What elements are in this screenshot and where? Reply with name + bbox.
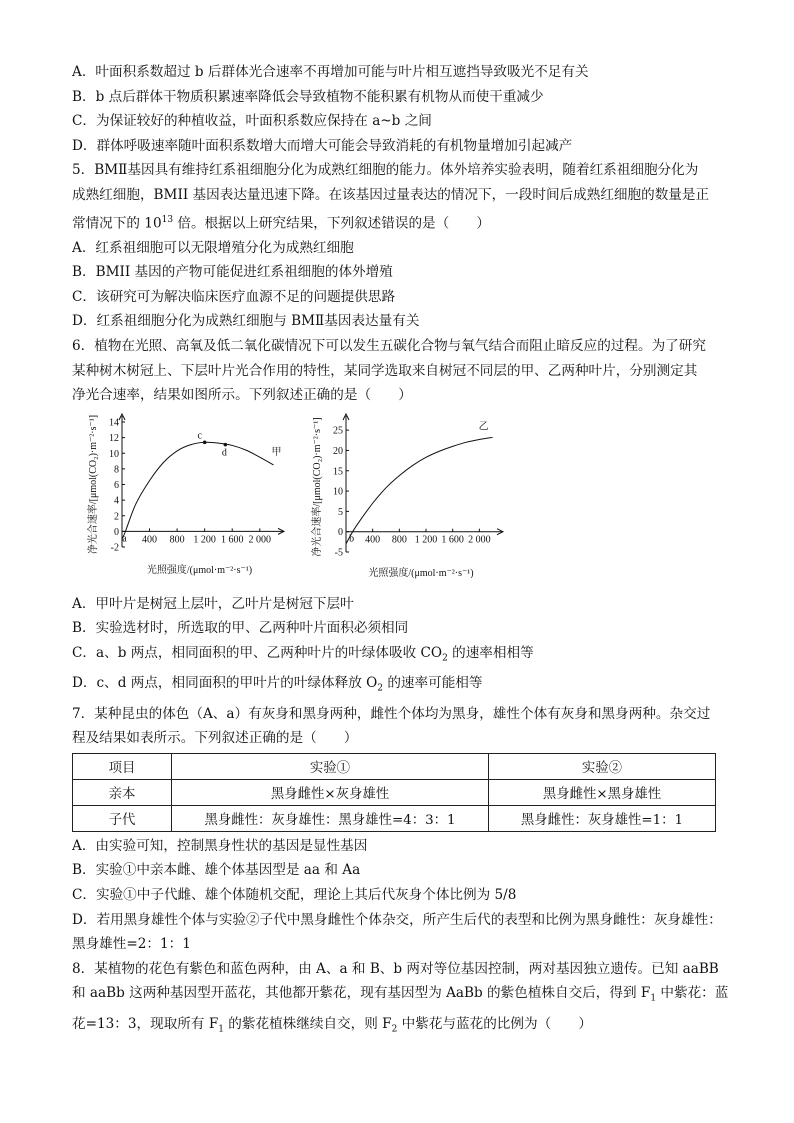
q6-option-a: A．甲叶片是树冠上层叶，乙叶片是树冠下层叶: [72, 595, 354, 612]
y-tick-label: 5: [338, 506, 343, 518]
q7-table: [72, 753, 716, 832]
q8-s3-post: 中紫花与蓝花的比例为（ ）: [397, 1015, 592, 1032]
q8-stem-line-1: 8．某植物的花色有紫色和蓝色两种，由 A、a 和 B、b 两对等位基因控制，两对基因独立遗传。已知 aaBB: [72, 960, 719, 977]
q7-option-b: B．实验①中亲本雌、雄个体基因型是 aa 和 Aa: [72, 862, 361, 879]
q5-option-b: B．BMII 基因的产物可能促进红系祖细胞的体外增殖: [72, 264, 393, 281]
q5-stem-3b: 倍。根据以上研究结果，下列叙述错误的是（ ）: [173, 215, 491, 232]
x-tick-label: 800: [169, 534, 185, 546]
x-tick-label: 1 200: [414, 534, 438, 546]
q5-option-a: A．红系祖细胞可以无限增殖分化为成熟红细胞: [72, 239, 354, 256]
table-cell: 黑身雌性×黑身雄性: [489, 779, 716, 805]
x-tick-label: 400: [142, 534, 158, 546]
q6-c-sub: 2: [442, 653, 448, 664]
table-cell: 黑身雌性：灰身雄性：黑身雄性=4：3：1: [172, 805, 489, 831]
chart-yi-svg: [312, 414, 512, 584]
chart-jia-svg: [90, 414, 290, 584]
y-tick-label: -5: [334, 547, 343, 559]
y-tick-label: 10: [109, 448, 119, 460]
q6-figure: [72, 414, 724, 584]
table-cell: 子代: [73, 805, 172, 831]
table-cell: 黑身雌性×灰身雄性: [172, 779, 489, 805]
q6-stem-line-3: 净光合速率，结果如图所示。下列叙述正确的是（ ）: [72, 387, 412, 404]
q8-s2-pre: 和 aaBb 这两种基因型开蓝花，其他都开紫花，现有基因型为 AaBb 的紫色植株自交后，得到 F: [72, 985, 651, 1002]
q6-d-pre: D．c、d 两点，相同面积的甲叶片的叶绿体释放 O: [72, 675, 378, 692]
y-axis-title: 净光合速率/[μmol(CO₂)·m⁻²·s⁻¹]: [88, 414, 99, 554]
x-tick-label: 1 600: [220, 534, 244, 546]
point-d: [224, 443, 228, 447]
q6-stem-line-1: 6．植物在光照、高氧及低二氧化碳情况下可以发生五碳化合物与氧气结合而阻止暗反应的过程。为了研究: [72, 338, 706, 355]
point-label-c: c: [197, 430, 202, 442]
y-tick-label: 20: [333, 445, 343, 457]
y-tick-label: 10: [333, 486, 343, 498]
q5-exponent: 13: [161, 214, 174, 225]
q4-option-d: D．群体呼吸速率随叶面积系数增大而增大可能会导致消耗的有机物量增加引起减产: [72, 137, 573, 154]
y-tick-label: 2: [114, 511, 119, 523]
x-tick-label: 1 600: [441, 534, 464, 546]
table-row: [73, 805, 716, 831]
q8-s2-sub: 1: [650, 994, 657, 1005]
point-label-d: d: [221, 447, 227, 459]
q8-stem-line-3: [72, 1012, 724, 1042]
q4-option-b: B．b 点后群体干物质积累速率降低会导致植物不能积累有机物从而使干重减少: [72, 88, 544, 105]
q8-s3-sub2: 2: [391, 1024, 398, 1035]
table-header-cell: 项目: [73, 753, 172, 779]
q7-stem-line-2: 程及结果如表所示。下列叙述正确的是（ ）: [72, 730, 358, 747]
q7-stem-line-1: 7．某种昆虫的体色（A、a）有灰身和黑身两种，雌性个体均为黑身，雄性个体有灰身和黑身两种。杂交过: [72, 705, 711, 722]
point-label-a: a: [122, 533, 127, 545]
series-line-jia: [122, 442, 274, 539]
q6-option-d: [72, 671, 724, 701]
q5-stem-line-2: 成熟红细胞，BMII 基因表达量迅速下降。在该基因过量表达的情况下，一段时间后成熟红细胞的数量是正: [72, 186, 710, 203]
y-tick-label: -2: [110, 542, 119, 554]
y-tick-label: 14: [109, 417, 119, 429]
x-axis-title: 光照强度/(μmol·m⁻²·s⁻¹): [146, 564, 253, 576]
q4-option-a: A．叶面积系数超过 b 后群体光合速率不再增加可能与叶片相互遮挡导致吸光不足有关: [72, 64, 589, 80]
q4-option-c: C．为保证较好的种植收益，叶面积系数应保持在 a~b 之间: [72, 113, 432, 130]
x-tick-label: 2 000: [468, 534, 491, 546]
q8-s3-pre: 花=13：3，现取所有 F: [72, 1015, 219, 1032]
chart-yi: [312, 414, 512, 588]
y-tick-label: 12: [109, 432, 119, 444]
series-label: 甲: [271, 446, 282, 458]
page: [72, 60, 729, 1042]
q6-option-b: B．实验选材时，所选取的甲、乙两种叶片面积必须相同: [72, 620, 409, 637]
y-tick-label: 0: [114, 526, 119, 538]
table-row: [73, 779, 716, 805]
q6-d-post: 的速率可能相等: [383, 675, 483, 692]
q8-s2-post: 中紫花：蓝: [656, 985, 729, 1002]
q6-c-pre: C．a、b 两点，相同面积的甲、乙两种叶片的叶绿体吸收 CO: [72, 645, 443, 662]
q6-option-c: [72, 641, 724, 671]
x-tick-label: 1 200: [193, 534, 216, 546]
y-tick-label: 0: [338, 527, 343, 539]
y-tick-label: 4: [114, 495, 119, 507]
q6-stem-line-2: 某种树木树冠上、下层叶片光合作用的特性，某同学选取来自树冠不同层的甲、乙两种叶片，分别测定其: [72, 362, 698, 379]
x-tick-label: 2 000: [248, 534, 272, 546]
q8-stem-line-2: [72, 981, 729, 1011]
q5-option-c: C．该研究可为解决临床医疗血源不足的问题提供思路: [72, 288, 396, 305]
q5-stem-line-1: 5．BMⅡ基因具有维持红系祖细胞分化为成熟红细胞的能力。体外培养实验表明，随着红系祖细胞分化为: [72, 162, 699, 179]
series-line-yi: [346, 437, 493, 543]
q7-option-d-line-2: 黑身雄性=2：1：1: [72, 936, 191, 953]
y-tick-label: 15: [333, 466, 343, 478]
point-c: [203, 440, 207, 444]
series-label: 乙: [478, 421, 489, 433]
q7-option-d-line-1: D．若用黑身雄性个体与实验②子代中黑身雌性个体杂交，所产生后代的表型和比例为黑身雌性：灰身雄性：: [72, 911, 722, 928]
q5-option-d: D．红系祖细胞分化为成熟红细胞与 BMⅡ基因表达量有关: [72, 313, 420, 330]
q8-s3-mid: 的紫花植株继续自交，则 F: [223, 1015, 392, 1032]
x-axis-title: 光照强度/(μmol·m⁻²·s⁻¹): [368, 567, 474, 579]
q5-stem-line-3: [72, 208, 724, 236]
q6-d-sub: 2: [377, 684, 384, 695]
q6-c-post: 的速率相相等: [447, 645, 534, 662]
x-tick-label: 800: [391, 534, 407, 546]
q7-option-c: C．实验①中子代雌、雄个体随机交配，理论上其后代灰身个体比例为 5/8: [72, 887, 517, 904]
y-axis-title: 净光合速率/[μmol(CO₂)·m⁻²·s⁻¹]: [312, 417, 323, 557]
point-label-b: b: [349, 533, 355, 545]
x-tick-label: 400: [365, 534, 381, 546]
table-cell: 亲本: [73, 779, 172, 805]
q7-option-a: A．由实验可知，控制黑身性状的基因是显性基因: [72, 837, 368, 854]
y-tick-label: 6: [114, 479, 119, 491]
table-header-cell: 实验②: [489, 753, 716, 779]
q8-s3-sub1: 1: [218, 1024, 224, 1035]
chart-jia: [90, 414, 290, 588]
y-tick-label: 8: [114, 464, 119, 476]
table-cell: 黑身雌性：灰身雄性=1：1: [489, 805, 716, 831]
table-header-cell: 实验①: [172, 753, 489, 779]
y-tick-label: 25: [333, 425, 343, 437]
q5-stem-3a: 常情况下的 10: [72, 215, 162, 232]
table-header-row: [73, 753, 716, 779]
